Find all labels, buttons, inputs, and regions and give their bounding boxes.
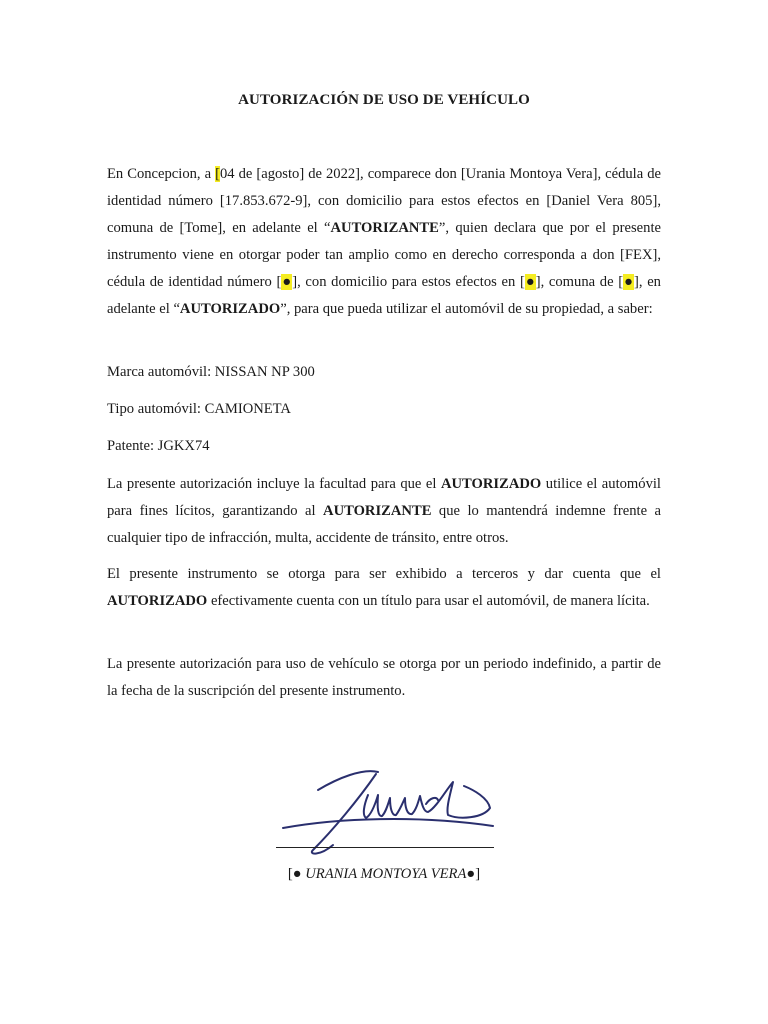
- p2-text-1: La presente autorización incluye la facultad para que el: [107, 476, 441, 492]
- document-title: AUTORIZACIÓN DE USO DE VEHÍCULO: [238, 92, 530, 108]
- p3-bold-autorizado: AUTORIZADO: [107, 593, 208, 609]
- vehicle-type: Tipo automóvil: CAMIONETA: [107, 401, 291, 417]
- signature-line: [276, 847, 494, 848]
- signatory-name: [0, 866, 768, 883]
- vehicle-plate: Patente: JGKX74: [107, 438, 210, 454]
- p1-text-4: ], con domicilio para estos efectos en [: [292, 274, 525, 290]
- p1-placeholder-cedula: ●: [281, 274, 293, 290]
- p1-bold-autorizante: AUTORIZANTE: [330, 220, 439, 236]
- handwritten-signature: [278, 760, 498, 860]
- signatory-name-text: URANIA MONTOYA VERA: [305, 866, 467, 882]
- p3-text-2: efectivamente cuenta con un título para usar el automóvil, de manera lícita.: [207, 593, 650, 609]
- signatory-close: ●]: [466, 866, 481, 882]
- p1-text-6: ], en adelante el “: [107, 274, 661, 317]
- p1-placeholder-domicilio: ●: [524, 274, 536, 290]
- p1-text-2: 04 de [agosto] de 2022], comparece don [Urania Montoya Vera], cédula de identidad número [17.853.672-9], con domicilio para estos efectos en [Daniel Vera 805], comuna de [Tome], en adelante el “: [107, 166, 661, 236]
- vehicle-brand: Marca automóvil: NISSAN NP 300: [107, 364, 315, 380]
- p1-placeholder-comuna: ●: [623, 274, 634, 290]
- p2-text-3: que lo mantendrá indemne frente a cualquier tipo de infracción, multa, accidente de tránsito, entre otros.: [107, 503, 661, 546]
- p3-text-1: El presente instrumento se otorga para ser exhibido a terceros y dar cuenta que el: [107, 566, 661, 582]
- p2-bold-autorizante: AUTORIZANTE: [323, 503, 432, 519]
- p1-text-5: ], comuna de [: [535, 274, 624, 290]
- p1-text-1: En Concepcion, a: [107, 166, 216, 182]
- p1-text-7: ”, para que pueda utilizar el automóvil de su propiedad, a saber:: [280, 301, 653, 317]
- paragraph-exhibicion: [107, 561, 661, 615]
- p1-highlight-1: [: [215, 166, 220, 182]
- p1-bold-autorizado: AUTORIZADO: [179, 301, 281, 317]
- signatory-open: [●: [287, 866, 306, 882]
- paragraph-facultad: [107, 471, 661, 552]
- p2-text-2: utilice el automóvil para fines lícitos, garantizando al: [107, 476, 661, 519]
- paragraph-periodo: La presente autorización para uso de vehículo se otorga por un periodo indefinido, a partir de la fecha de la suscripción del presente instrumento.: [107, 656, 661, 699]
- p2-bold-autorizado: AUTORIZADO: [440, 476, 542, 492]
- paragraph-comparecencia: [107, 161, 661, 323]
- p1-text-3: ”, quien declara que por el presente instrumento viene en otorgar poder tan amplio como en derecho corresponda a don [FEX], cédula de identidad número [: [107, 220, 661, 290]
